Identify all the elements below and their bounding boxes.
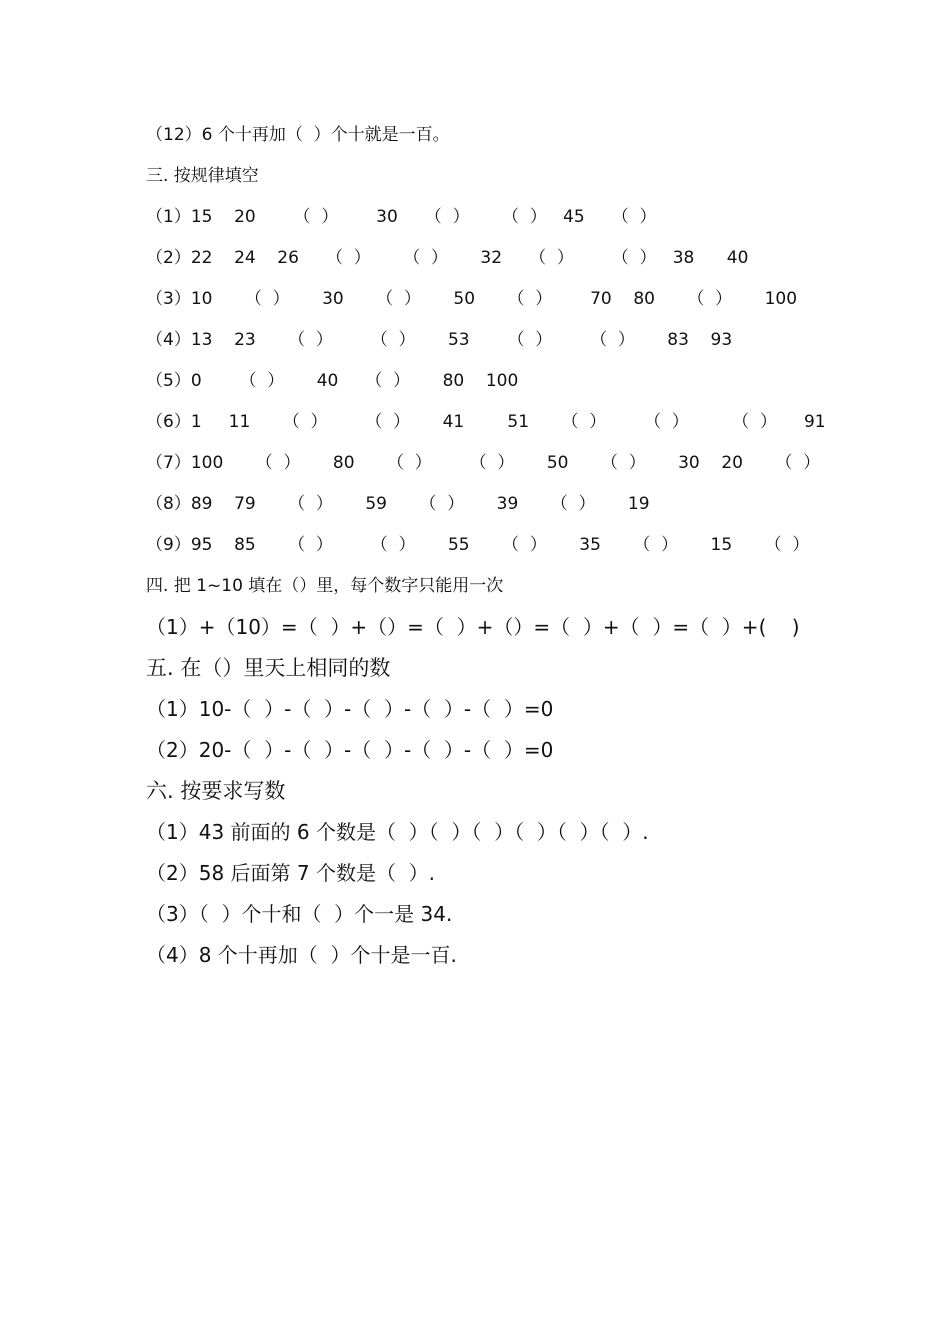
section-4-heading: 四. 把 1~10 填在（）里，每个数字只能用一次	[146, 576, 504, 596]
section-3-item-7: （7）100 （ ） 80 （ ） （ ） 50 （ ） 30 20 （ ）	[146, 453, 821, 473]
section-6-item-3: （3）（ ）个十和（ ）个一是 34.	[146, 902, 453, 926]
section-6-item-4: （4）8 个十再加（ ）个十是一百.	[146, 943, 457, 967]
section-5-item-2: （2）20-（ ）-（ ）-（ ）-（ ）-（ ）=0	[146, 738, 554, 762]
section-3-item-4: （4）13 23 （ ） （ ） 53 （ ） （ ） 83 93	[146, 330, 733, 350]
section-3-heading: 三. 按规律填空	[146, 166, 259, 186]
section-3-item-9: （9）95 85 （ ） （ ） 55 （ ） 35 （ ） 15 （ ）	[146, 535, 810, 555]
section-4-item-1: （1）+（10）=（ ）+（）=（ ）+（）=（ ）+（ ）=（ ）+( )	[146, 615, 800, 639]
section-3-item-1: （1）15 20 （ ） 30 （ ） （ ） 45 （ ）	[146, 207, 657, 227]
section-3-item-6: （6）1 11 （ ） （ ） 41 51 （ ） （ ） （ ） 91	[146, 412, 826, 432]
question-12: （12）6 个十再加（ ）个十就是一百。	[146, 125, 450, 145]
section-5-item-1: （1）10-（ ）-（ ）-（ ）-（ ）-（ ）=0	[146, 697, 554, 721]
section-6-item-2: （2）58 后面第 7 个数是（ ）.	[146, 861, 436, 885]
section-6-item-1: （1）43 前面的 6 个数是（ ）（ ）（ ）（ ）（ ）（ ）.	[146, 820, 649, 844]
section-3-item-5: （5）0 （ ） 40 （ ） 80 100	[146, 371, 519, 391]
section-5-heading: 五. 在（）里天上相同的数	[146, 656, 391, 680]
section-3-item-2: （2）22 24 26 （ ） （ ） 32 （ ） （ ） 38 40	[146, 248, 749, 268]
section-3-item-8: （8）89 79 （ ） 59 （ ） 39 （ ） 19	[146, 494, 650, 514]
section-6-heading: 六. 按要求写数	[146, 779, 286, 803]
section-3-item-3: （3）10 （ ） 30 （ ） 50 （ ） 70 80 （ ） 100	[146, 289, 798, 309]
